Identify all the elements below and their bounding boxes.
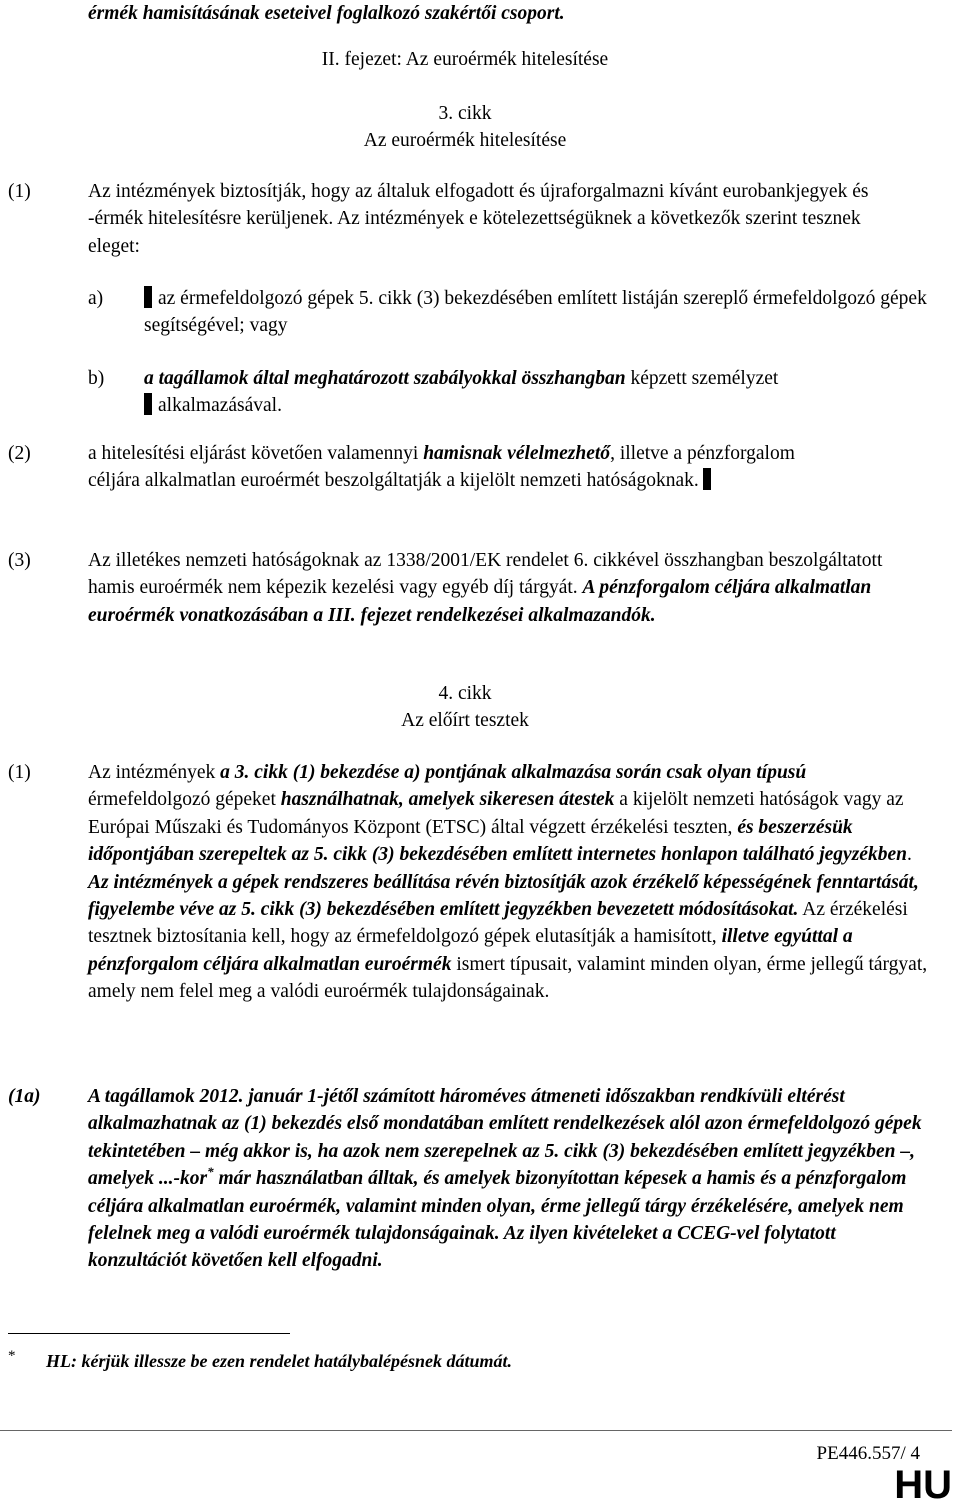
text-run: Az illetékes nemzeti hatóságoknak az 1338/2001/EK rendelet 6. cikkével összhangban beszolgáltatott hamis euroérmék nem képezik kezelési vagy egyéb díj tárgyát. <box>88 550 883 599</box>
footnote-mark: * <box>8 1348 16 1364</box>
change-bar <box>703 468 711 490</box>
point-text-b <box>144 365 934 420</box>
text-run: Az érzékelési tesztnek biztosítania kell, hogy az érmefeldolgozó gépek elutasítják a hamisított, <box>88 899 908 948</box>
paragraph-text <box>88 547 928 629</box>
point-text-a <box>144 285 934 340</box>
point-b-rest: képzett személyzet <box>625 368 779 389</box>
text-run: a kijelölt nemzeti hatóságok vagy az Európai Műszaki és Tudományos Központ (ETSC) által végzett érzékelési teszten, <box>88 789 904 838</box>
paragraph-number: (2) <box>8 443 31 464</box>
article-3-title: Az euroérmék hitelesítése <box>363 130 567 151</box>
point-label-b: b) <box>88 368 105 389</box>
paragraph-number: (3) <box>8 550 31 571</box>
paragraph-text <box>88 1083 928 1275</box>
change-bar <box>144 393 152 415</box>
emphasis-run: illetve egyúttal a pénzforgalom céljára alkalmatlan euroérmék <box>88 926 853 975</box>
footnote-text: HL: kérjük illessze be ezen rendelet hatálybalépésnek dátumát. <box>46 1351 512 1371</box>
top-line: érmék hamisításának eseteivel foglalkozó szakértői csoport. <box>88 3 565 24</box>
point-label-a: a) <box>88 288 104 309</box>
paragraph-number: (1) <box>8 762 31 783</box>
page-reference: PE446.557/ 4 <box>816 1443 920 1464</box>
text-run: már használatban álltak, és amelyek bizonyítottan képesek a hamis és a pénzforgalom céljára alkalmatlan euroérmék, valamint minden olyan, érme jellegű tárgy érzékelésére, amelyek nem felelnek meg a valódi euroérmék tulajdonságainak. Az ilyen kivételeket a CCEG-vel folytatott konzultációt követően kell elfogadni. <box>88 1168 907 1272</box>
text-run: a hitelesítési eljárást követően valamennyi <box>88 443 424 464</box>
emphasis-run: és beszerzésük időpontjában szerepeltek az 5. cikk (3) bekezdésében említett internetes honlapon található jegyzékben <box>88 816 907 866</box>
point-b-emphasis: a tagállamok által meghatározott szabályokkal összhangban <box>144 368 626 389</box>
paragraph-number: (1a) <box>8 1086 41 1107</box>
emphasis-run: a 3. cikk (1) bekezdése a) pontjának alkalmazása során csak olyan típusú <box>220 762 807 783</box>
paragraph-text <box>88 440 828 495</box>
paragraph-text: Az intézmények biztosítják, hogy az általuk elfogadott és újraforgalmazni kívánt eurobankjegyek és -érmék hitelesítésre kerüljenek. Az intézmények e kötelezettségüknek a következők szerint tesznek eleget: <box>88 181 869 257</box>
emphasis-run: hamisnak vélelmezhető <box>423 443 611 464</box>
footnote-separator <box>8 1333 290 1334</box>
point-b-line2: alkalmazásával. <box>158 395 282 417</box>
article-4-number: 4. cikk <box>438 683 492 704</box>
point-a-text: az érmefeldolgozó gépek 5. cikk (3) bekezdésében említett listáján szereplő érmefeldolgozó gépek segítségével; vagy <box>144 288 927 337</box>
text-run: érmefeldolgozó gépeket <box>88 789 281 811</box>
article-3-number: 3. cikk <box>438 103 492 124</box>
footnote-reference: * <box>207 1164 214 1180</box>
emphasis-run: A pénzforgalom céljára alkalmatlan euroérmék vonatkozásában a III. fejezet rendelkezései alkalmazandók. <box>88 577 872 626</box>
text-run: Az intézmények <box>88 762 221 783</box>
article-4-title: Az előírt tesztek <box>401 710 529 731</box>
language-code: HU <box>894 1463 952 1507</box>
paragraph-number: (1) <box>8 181 31 202</box>
text-run: , illetve a pénzforgalom céljára alkalmatlan euroérmét beszolgáltatják a kijelölt nemzeti hatóságoknak. <box>88 443 795 492</box>
footer-rule <box>0 1430 952 1431</box>
text-run: . <box>906 844 912 866</box>
text-run: ismert típusait, valamint minden olyan, érme jellegű tárgyat, amely nem felel meg a valódi euroérmék tulajdonságainak. <box>88 953 928 1003</box>
emphasis-run: Az intézmények a gépek rendszeres beállítása révén biztosítják azok érzékelő képességének fenntartását, figyelembe véve az 5. cikk (3) bekezdésében említett jegyzékben bevezetett módosításokat. <box>88 871 919 921</box>
change-bar <box>144 286 152 308</box>
paragraph-text <box>88 759 928 1006</box>
text-run: A tagállamok 2012. január 1-jétől számított hároméves átmeneti időszakban rendkívüli eltérést alkalmazhatnak az (1) bekezdés első mondatában említett rendelkezések alól azon érmefeldolgozó gépek tekintetében – még akkor is, ha azok nem szerepelnek az 5. cikk (3) bekezdésében említett jegyzékben –, amelyek ...-kor <box>88 1086 922 1190</box>
chapter-title: II. fejezet: Az euroérmék hitelesítése <box>321 49 609 70</box>
emphasis-run: használhatnak, amelyek sikeresen átestek <box>280 789 615 811</box>
